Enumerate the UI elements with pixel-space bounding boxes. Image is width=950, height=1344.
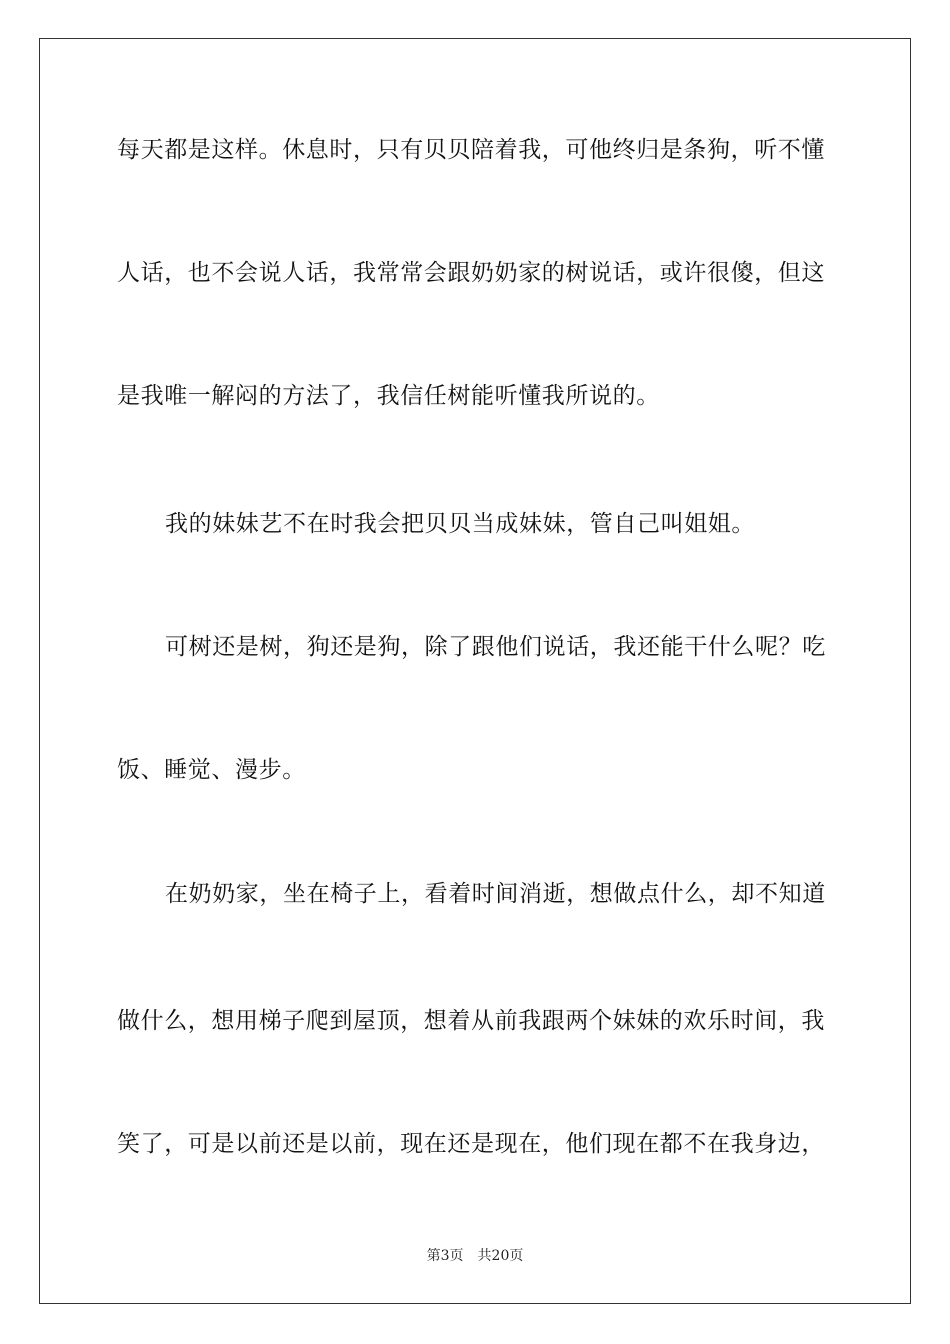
text-line: 每天都是这样。休息时，只有贝贝陪着我，可他终归是条狗，听不懂 [117, 137, 825, 163]
paragraph-first-line: 在奶奶家，坐在椅子上，看着时间消逝，想做点什么，却不知道 [165, 881, 826, 907]
text-line: 是我唯一解闷的方法了，我信任树能听懂我所说的。 [117, 383, 660, 409]
text-line: 人话，也不会说人话，我常常会跟奶奶家的树说话，或许很傻，但这 [117, 260, 825, 286]
text-line: 饭、睡觉、漫步。 [117, 757, 306, 783]
page-total: 共20页 [477, 1248, 524, 1264]
page-border [39, 38, 911, 1304]
page-number: 第3页 [426, 1248, 464, 1264]
paragraph-first-line: 可树还是树，狗还是狗，除了跟他们说话，我还能干什么呢？吃 [165, 634, 826, 660]
paragraph-first-line: 我的妹妹艺不在时我会把贝贝当成妹妹，管自己叫姐姐。 [165, 511, 755, 537]
text-line: 做什么，想用梯子爬到屋顶，想着从前我跟两个妹妹的欢乐时间，我 [117, 1008, 825, 1034]
text-line: 笑了，可是以前还是以前，现在还是现在，他们现在都不在我身边， [117, 1131, 825, 1157]
page-footer [0, 1246, 950, 1266]
